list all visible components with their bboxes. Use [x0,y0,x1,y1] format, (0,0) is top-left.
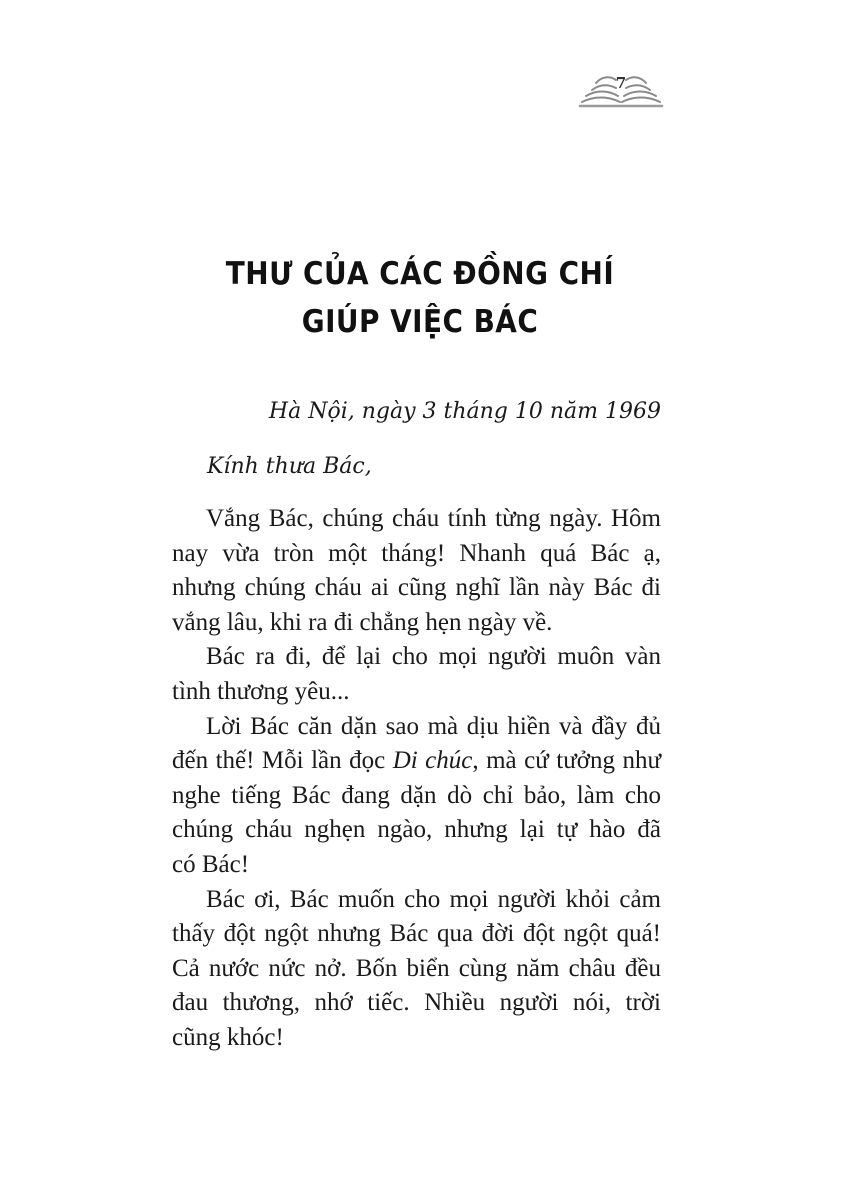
text-line: Lời Bác căn dặn sao mà dịu hiền và đầy đủ [206,712,661,740]
chapter-title-line-1: THƯ CỦA CÁC ĐỒNG CHÍ [225,256,615,292]
text-line: Bác ra đi, để lại cho mọi người muôn vàn [206,643,661,671]
text-line: nhưng chúng cháu ai cũng nghĩ lần này Bác đi [172,574,661,602]
text-line: cũng khóc! [172,1023,284,1051]
paragraph-2 [172,640,661,709]
text-segment: đến thế! Mỗi lần đọc [172,747,393,775]
text-line: Bác ơi, Bác muốn cho mọi người khỏi cảm [206,885,661,913]
letter-salutation: Kính thưa Bác, [207,454,372,479]
emphasized-title: Di chúc [392,747,473,775]
text-line: Vắng Bác, chúng cháu tính từng ngày. Hôm [206,505,661,532]
chapter-title-line-2: GIÚP VIỆC BÁC [301,304,539,340]
paragraph-1 [172,502,661,640]
page-header [578,66,664,110]
text-line: vắng lâu, khi ra đi chẳng hẹn ngày về. [172,608,553,636]
text-line: Cả nước nức nở. Bốn biển cùng năm châu đều [172,954,661,982]
text-line: thấy đột ngột nhưng Bác qua đời đột ngột quá! [172,920,661,948]
page-number: 7 [615,74,627,92]
paragraph-3 [172,710,661,883]
letter-body [172,502,661,1056]
text-line: tình thương yêu... [172,677,350,705]
text-line: chúng cháu nghẹn ngào, nhưng lại tự hào đã [172,816,661,844]
text-line-with-emphasis [172,744,661,779]
text-line: có Bác! [172,850,250,878]
chapter-title [204,250,636,346]
text-line: nay vừa tròn một tháng! Nhanh quá Bác ạ, [172,539,661,567]
letter-dateline: Hà Nội, ngày 3 tháng 10 năm 1969 [268,399,661,424]
text-line: đau thương, nhớ tiếc. Nhiều người nói, trời [172,989,661,1017]
paragraph-4 [172,883,661,1056]
text-segment: , mà cứ tưởng như [472,747,661,775]
text-line: nghe tiếng Bác đang dặn dò chỉ bảo, làm cho [172,781,661,809]
